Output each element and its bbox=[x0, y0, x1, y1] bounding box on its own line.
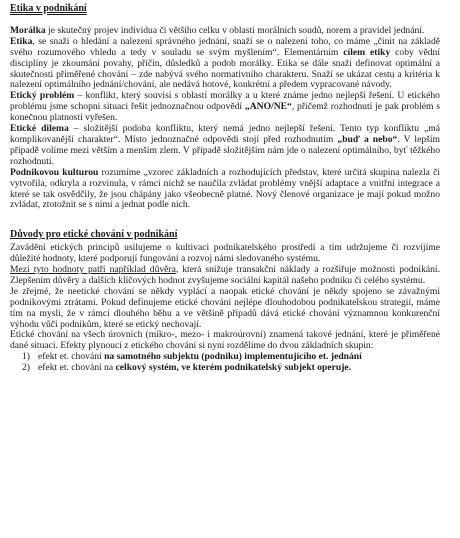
effects-list bbox=[10, 352, 440, 374]
list-bold-text: celkový systém, ve kterém podnikatelský subjekt operuje. bbox=[115, 362, 352, 374]
paragraph-neeticke-chovani: Je zřejmé, že neetické chování se někdy vyplácí a naopak etické chování je někdy spojeno se závažnými podnikovými ztrátami. Pokud definujeme etické chování nejlépe dlouhodobou podnikatelskou strategií, máme tím na mysli, že v rámci dlouhého běhu a ve většině případů dává etické chování významnou konkurenční výhodu vůči podnikům, které se etický nechovají. bbox=[10, 285, 440, 330]
term-ano-ne: „ANO/NE“ bbox=[244, 101, 292, 113]
term-cil-etiky: cílem etiky bbox=[343, 46, 391, 58]
list-text: efekt et. chování na bbox=[38, 362, 116, 374]
list-text: efekt et. chování bbox=[38, 351, 105, 363]
paragraph-podnikova-kultura bbox=[10, 168, 440, 212]
underlined-duvera: Mezi tyto hodnoty patří například důvěra bbox=[10, 264, 176, 276]
text-duvera: , která snižuje transakční náklady a rozšiřuje možnosti podnikání. Zlepšením důvěry a dalších klíčových hodnot zvyšujeme sociální kapitál našeho podniku či celého systému. bbox=[10, 264, 440, 286]
list-bold-text: na samotného subjektu (podniku) implementujícího et. jednání bbox=[104, 351, 362, 363]
section-spacer bbox=[10, 211, 440, 230]
text-moralka: je skutečný projev individua či většího celku v oblasti morálních soudů, norem a pravidel jednání. bbox=[45, 24, 425, 36]
text-problem-1: – konflikt, který souvisí s oblastí morálky a u které známe jedno nejlepší řešení. U etického problému jsme schopni situaci řešit jednoznačnou odpovědí bbox=[10, 90, 440, 113]
paragraph-etika bbox=[10, 37, 440, 92]
text-problem-2: , přičemž rozhodnutí je pak problém s konečnou platností vyřešen. bbox=[10, 101, 440, 124]
list-number: 1) bbox=[22, 351, 30, 363]
term-eticke-dilema: Etické dilema bbox=[10, 123, 69, 135]
text-dilema-2: . V lepším případě volíme mezi větším a menším zlem. V případě složitějším nám jde o nalezení optimálního, byť těžkého rozhodnutí. bbox=[10, 133, 441, 167]
paragraph-zavadeni: Zavádění etických principů usilujeme o kultivaci podnikatelského prostředí a tím udržujeme či rozvíjíme důležité hodnoty, které podporují fungování a rozvoj námi sledovaného systému. bbox=[10, 242, 440, 265]
term-bud-a-nebo: „buď a nebo“ bbox=[337, 133, 398, 145]
text-dilema-1: – složitější podoba konfliktu, který nemá jedno nejlepší řešení. Tento typ konfliktu „má komplikovanější charakter“. Místo jednoznačné odpovědi stojí před rozhodnutím bbox=[10, 123, 440, 145]
paragraph-eticky-problem bbox=[10, 91, 440, 124]
list-number: 2) bbox=[22, 362, 30, 374]
term-moralka: Morálka bbox=[10, 24, 46, 36]
list-item bbox=[22, 363, 440, 374]
term-eticky-problem: Etický problém bbox=[10, 90, 75, 102]
term-etika: Etika bbox=[10, 35, 33, 47]
section-title-etika: Etika v podnikání bbox=[10, 3, 87, 14]
section-title-duvody: Důvody pro etické chování v podnikání bbox=[10, 229, 178, 241]
paragraph-urovne: Etické chování na všech úrovních (mikro-, mezo- i makroúrovni) znamená takové jednání, které je přiměřené dané situaci. Efekty plynoucí z etického chování si nyní rozdělíme do dvou základních skupin: bbox=[10, 329, 440, 352]
term-podnikova-kultura: Podnikovou kulturou bbox=[10, 166, 99, 178]
text-etika-1: , se snaží o hledání a nalezení správného jednání, snaží se o nalezení toho, co máme „činit na základě svého rozumového vhledu a tedy v souladu se svým myšlením“. Elementárním bbox=[10, 35, 440, 58]
paragraph-eticke-dilema bbox=[10, 124, 440, 168]
text-etika-2: coby vědní disciplíny je zkoumání povahy, příčin, důsledků a podob morálky. Etika se dále snaží definovat optimální a skutečnosti přiměřené chování – zde nabývá svého normativního charakteru. Snaží se ukázat cestu a kritéria k nalezení optimálního jednání/chování, ale nedává hotové, konkrétní a předem vypracované návody. bbox=[10, 46, 440, 91]
text-kultura: rozumíme „vzorec základních a rozhodujících představ, které určitá skupina nalezla či vytvořila, odkryla a rozvinula, v rámci nichž se naučila zvládat problémy vnější adaptace a vnitřní integrace a které se tak osvědčily, že jsou chápány jako všeobecně platné. Nový členové organizace je mají pokud možno zvládat, ztotožnit se s nimi a jednat podle nich. bbox=[10, 166, 440, 211]
paragraph-duvera bbox=[10, 265, 440, 287]
